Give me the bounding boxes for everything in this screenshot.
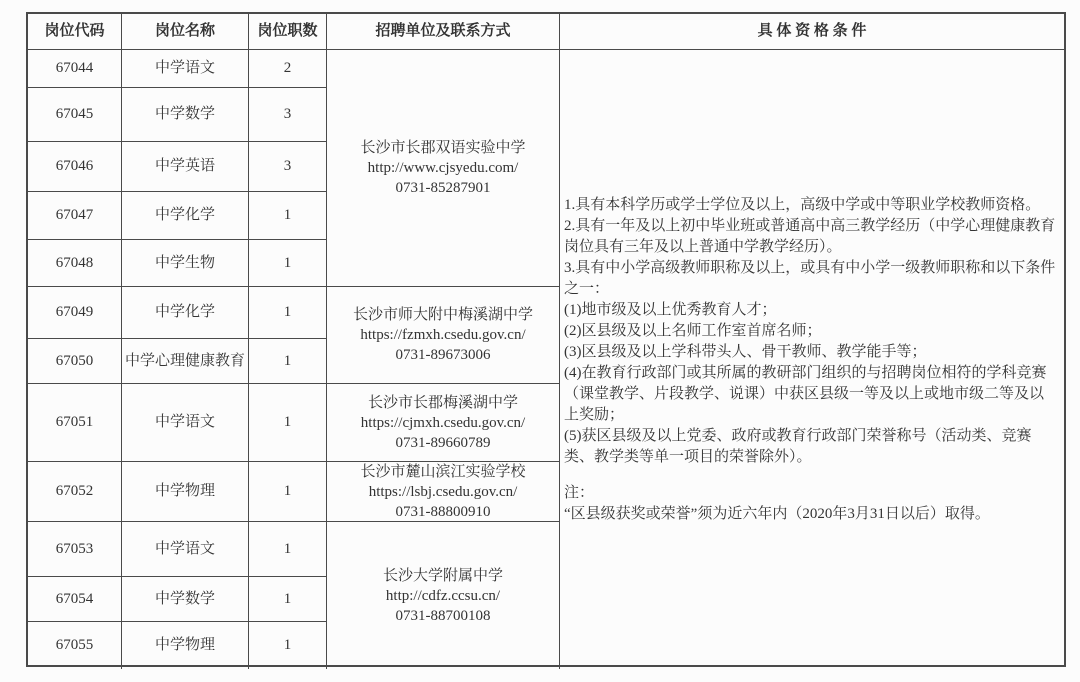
unit-name: 长沙大学附属中学 (382, 567, 503, 584)
cell-count: 1 (249, 384, 327, 462)
cell-code: 67045 (28, 88, 122, 142)
cell-count: 1 (249, 192, 327, 240)
cell-name: 中学英语 (122, 142, 249, 192)
cell-code: 67051 (28, 384, 122, 462)
unit-name: 长沙市长郡梅溪湖中学 (367, 394, 518, 411)
cell-code: 67044 (28, 50, 122, 88)
cell-name: 中学语文 (122, 384, 249, 462)
cell-count: 2 (249, 50, 327, 88)
cell-name: 中学生物 (122, 240, 249, 287)
unit-cell (327, 522, 560, 669)
header-unit: 招聘单位及联系方式 (327, 14, 560, 50)
qualification-line: 2.具有一年及以上初中毕业班或普通高中高三教学经历（中学心理健康教育岗位具有三年及以上普通中学教学经历）。 (564, 217, 1056, 255)
header-qualifications: 具 体 资 格 条 件 (560, 14, 1064, 50)
note-title: 注： (564, 484, 595, 501)
cell-count: 3 (249, 142, 327, 192)
cell-name: 中学语文 (122, 522, 249, 577)
cell-code: 67048 (28, 240, 122, 287)
unit-name: 长沙市师大附中梅溪湖中学 (352, 307, 533, 323)
unit-phone: 0731-89673006 (395, 347, 491, 363)
cell-code: 67054 (28, 577, 122, 622)
unit-url: https://fzmxh.csedu.gov.cn/ (360, 327, 526, 343)
unit-cell (327, 462, 560, 522)
qualification-line: (1)地市级及以上优秀教育人才； (564, 301, 777, 318)
cell-code: 67049 (28, 287, 122, 339)
cell-code: 67052 (28, 462, 122, 522)
header-name: 岗位名称 (122, 14, 249, 50)
cell-count: 1 (249, 522, 327, 577)
unit-url: http://cdfz.ccsu.cn/ (385, 587, 501, 604)
cell-name: 中学化学 (122, 192, 249, 240)
cell-name: 中学数学 (122, 577, 249, 622)
unit-cell (327, 287, 560, 384)
qualification-line: (4)在教育行政部门或其所属的教研部门组织的与招聘岗位相符的学科竞赛（课堂教学、片段教学、说课）中获区县级一等及以上或地市级二等及以上奖励； (564, 364, 1047, 423)
cell-count: 1 (249, 339, 327, 384)
cell-count: 1 (249, 240, 327, 287)
unit-phone: 0731-88700108 (395, 607, 491, 624)
unit-name: 长沙市麓山滨江实验学校 (360, 463, 526, 480)
qualification-line: (2)区县级及以上名师工作室首席名师； (564, 322, 822, 339)
unit-url: http://www.cjsyedu.com/ (367, 160, 519, 176)
recruitment-table (26, 12, 1066, 667)
unit-url: https://lsbj.csedu.gov.cn/ (368, 483, 518, 500)
cell-code: 67050 (28, 339, 122, 384)
cell-code: 67055 (28, 622, 122, 669)
cell-name: 中学物理 (122, 622, 249, 669)
cell-count: 3 (249, 88, 327, 142)
cell-name: 中学化学 (122, 287, 249, 339)
cell-count: 1 (249, 622, 327, 669)
unit-phone: 0731-85287901 (395, 180, 491, 196)
header-code: 岗位代码 (28, 14, 122, 50)
unit-url: https://cjmxh.csedu.gov.cn/ (360, 414, 526, 431)
cell-count: 1 (249, 462, 327, 522)
cell-code: 67053 (28, 522, 122, 577)
qualification-line: (5)获区县级及以上党委、政府或教育行政部门荣誉称号（活动类、竞赛类、教学类等单一项目的荣誉除外）。 (564, 427, 1032, 465)
cell-name: 中学心理健康教育 (122, 339, 249, 384)
unit-cell (327, 384, 560, 462)
cell-name: 中学物理 (122, 462, 249, 522)
qualification-line: 1.具有本科学历或学士学位及以上，高级中学或中等职业学校教师资格。 (564, 196, 1041, 213)
unit-phone: 0731-89660789 (395, 434, 491, 451)
cell-count: 1 (249, 577, 327, 622)
qualification-line: (3)区县级及以上学科带头人、骨干教师、教学能手等； (564, 343, 927, 360)
unit-phone: 0731-88800910 (395, 503, 491, 520)
cell-count: 1 (249, 287, 327, 339)
unit-name: 长沙市长郡双语实验中学 (360, 140, 526, 156)
unit-cell (327, 50, 560, 287)
cell-name: 中学语文 (122, 50, 249, 88)
qualification-line: 3.具有中小学高级教师职称及以上，或具有中小学一级教师职称和以下条件之一： (564, 259, 1056, 297)
header-count: 岗位职数 (249, 14, 327, 50)
qualifications-cell (560, 50, 1064, 669)
cell-code: 67046 (28, 142, 122, 192)
note-body: “区县级获奖或荣誉”须为近六年内（2020年3月31日以后）取得。 (564, 505, 990, 522)
cell-name: 中学数学 (122, 88, 249, 142)
cell-code: 67047 (28, 192, 122, 240)
